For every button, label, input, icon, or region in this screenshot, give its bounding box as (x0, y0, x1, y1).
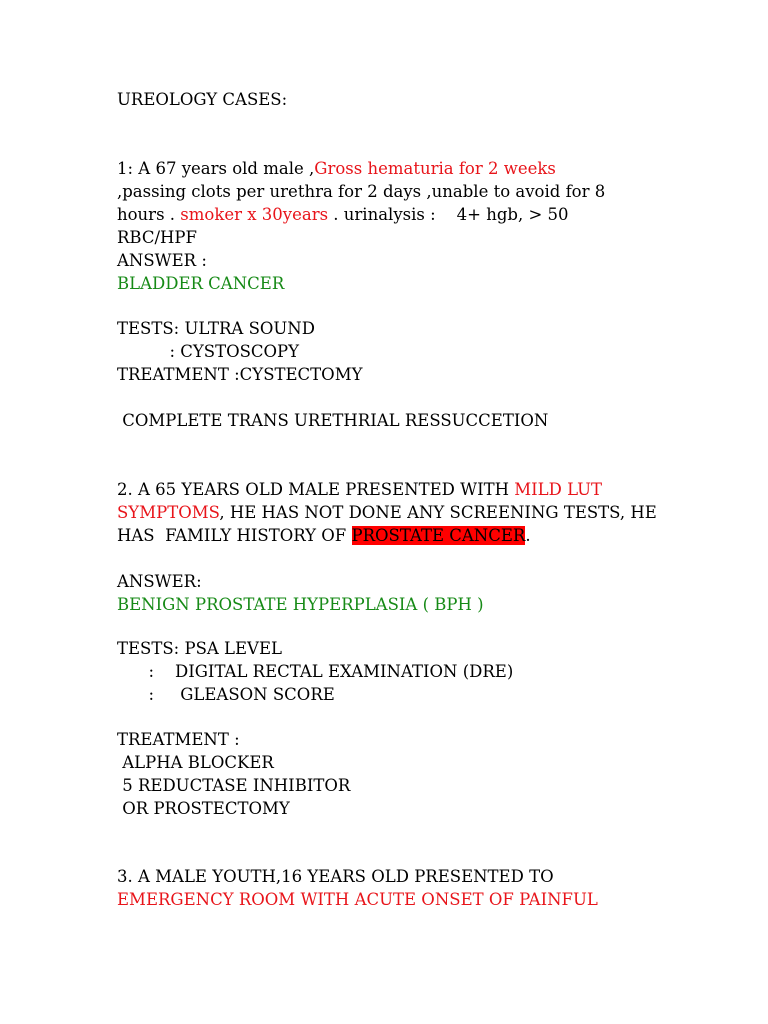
case2-line1: 2. A 65 YEARS OLD MALE PRESENTED WITH MILD LUT (117, 480, 603, 499)
case1-intro: 1: A 67 years old male , (117, 159, 315, 178)
case1-answer-label: ANSWER : (117, 251, 207, 270)
case1-procedure: COMPLETE TRANS URETHRIAL RESSUCCETION (117, 411, 549, 430)
case2-line3: HAS FAMILY HISTORY OF PROSTATE CANCER. (117, 526, 531, 545)
case2-treatment-item1: ALPHA BLOCKER (117, 753, 274, 772)
case2-tests-line1: TESTS: PSA LEVEL (117, 639, 282, 658)
document-title: UREOLOGY CASES: (117, 90, 288, 109)
case1-tests-line2: : CYSTOSCOPY (117, 342, 300, 361)
case1-symptom-highlight: Gross hematuria for 2 weeks (314, 159, 556, 178)
case1-line3: hours . smoker x 30years . urinalysis : 4+ hgb, > 50 (117, 205, 569, 224)
case2-treatment-item2: 5 REDUCTASE INHIBITOR (117, 776, 351, 795)
case2-symptoms-highlight: SYMPTOMS (117, 503, 220, 522)
case1-line1 (117, 157, 556, 180)
case1-line4: RBC/HPF (117, 228, 197, 247)
case1-tests-line1: TESTS: ULTRA SOUND (117, 319, 315, 338)
case2-tests-line3: : GLEASON SCORE (117, 685, 335, 704)
case2-treatment-label: TREATMENT : (117, 730, 240, 749)
case2-answer-label: ANSWER: (117, 572, 202, 591)
case3-line1: 3. A MALE YOUTH,16 YEARS OLD PRESENTED TO (117, 867, 554, 886)
case3-line2: EMERGENCY ROOM WITH ACUTE ONSET OF PAINFUL (117, 890, 598, 909)
case2-answer: BENIGN PROSTATE HYPERPLASIA ( BPH ) (117, 595, 484, 614)
case2-tests-line2: : DIGITAL RECTAL EXAMINATION (DRE) (117, 662, 514, 681)
case2-treatment-item3: OR PROSTECTOMY (117, 799, 290, 818)
case1-answer: BLADDER CANCER (117, 274, 285, 293)
case1-line2: ,passing clots per urethra for 2 days ,unable to avoid for 8 (117, 182, 606, 201)
case1-smoker-highlight: smoker x 30years (180, 205, 329, 224)
case2-lut-highlight: MILD LUT (514, 480, 603, 499)
case1-treatment: TREATMENT :CYSTECTOMY (117, 365, 363, 384)
case2-line2: SYMPTOMS, HE HAS NOT DONE ANY SCREENING TESTS, HE (117, 503, 657, 522)
case2-prostate-cancer-highlight: PROSTATE CANCER (351, 526, 526, 545)
